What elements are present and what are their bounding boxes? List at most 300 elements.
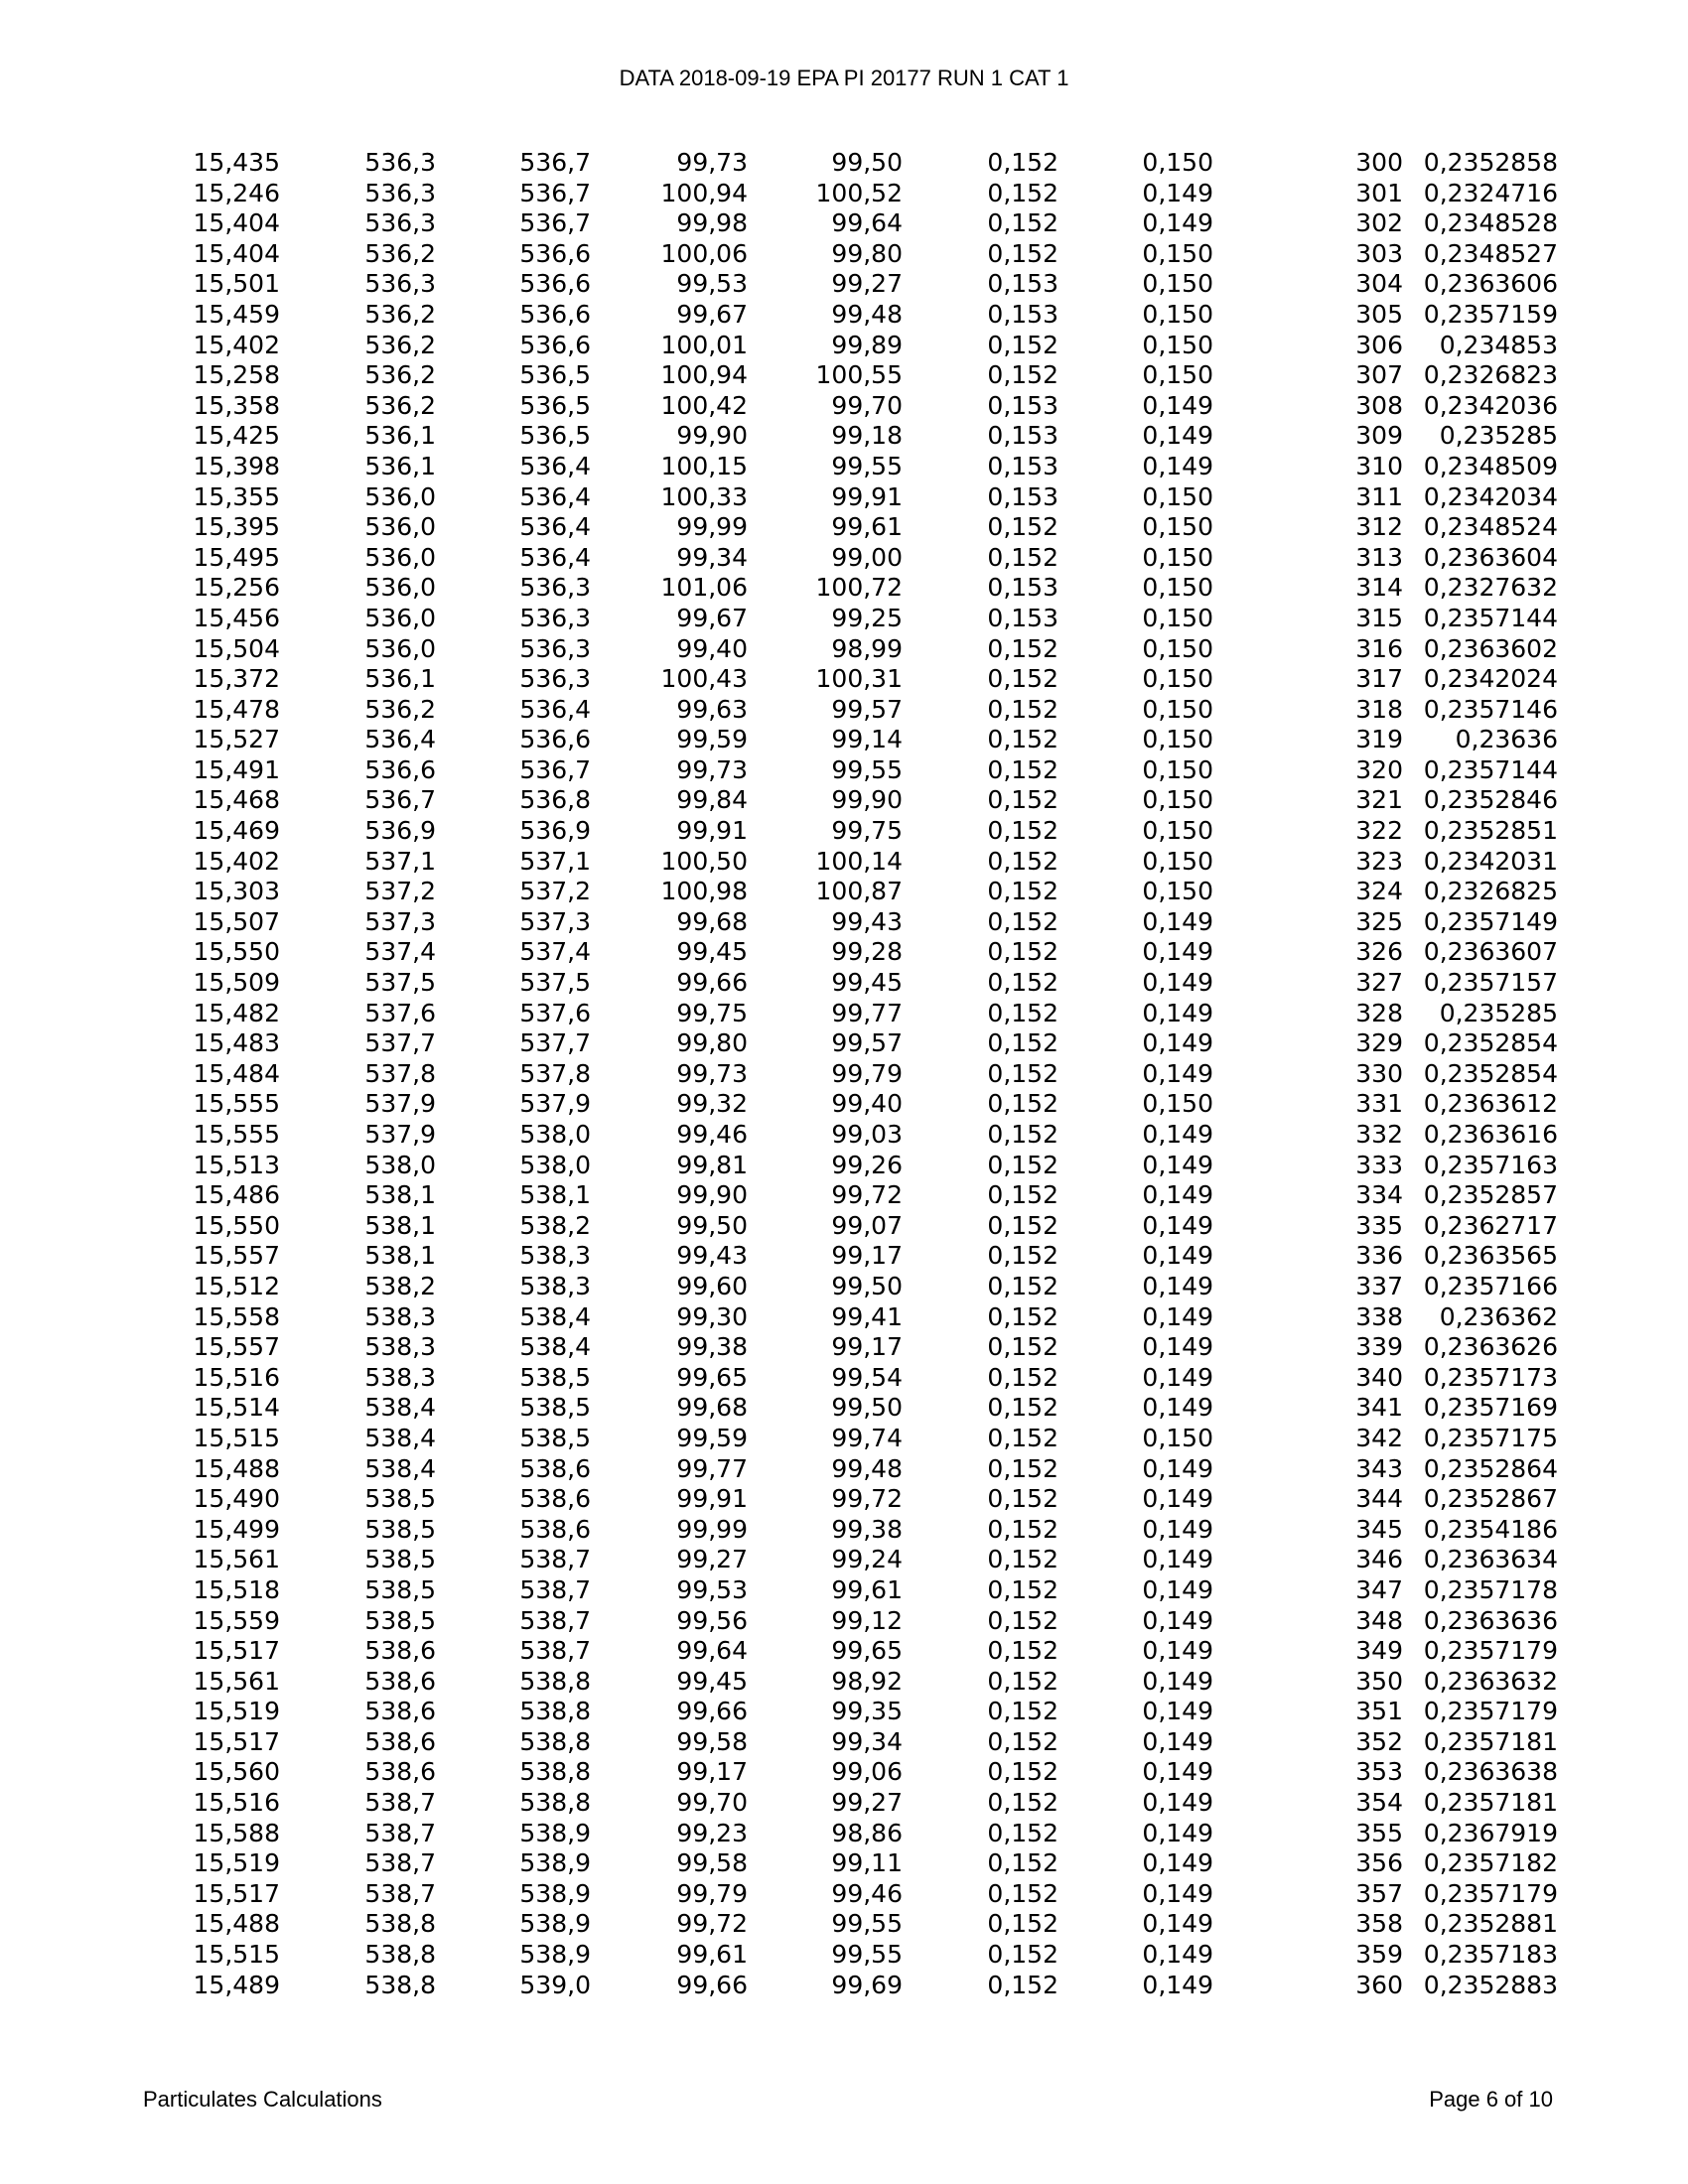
table-cell: 0,235285 <box>1439 998 1558 1027</box>
table-cell: 0,152 <box>987 330 1058 359</box>
table-cell: 99,17 <box>831 1332 903 1362</box>
table-cell: 99,55 <box>831 1940 903 1970</box>
table-row <box>171 1393 1558 1424</box>
table-cell: 0,149 <box>1142 451 1213 480</box>
table-cell: 538,6 <box>364 1666 436 1696</box>
table-cell: 99,40 <box>676 633 748 663</box>
table-cell: 0,2367919 <box>1423 1818 1558 1847</box>
table-cell: 312 <box>1355 512 1403 542</box>
table-cell: 99,80 <box>831 238 903 268</box>
table-cell: 0,152 <box>987 1545 1058 1574</box>
table-cell: 0,149 <box>1142 968 1213 998</box>
table-cell: 99,06 <box>831 1757 903 1787</box>
table-row <box>171 1028 1558 1059</box>
table-cell: 536,3 <box>364 178 436 207</box>
table-cell: 99,28 <box>831 937 903 967</box>
table-cell: 0,152 <box>987 1818 1058 1847</box>
table-cell: 538,1 <box>519 1180 591 1210</box>
table-cell: 537,3 <box>364 906 436 936</box>
table-cell: 99,43 <box>831 906 903 936</box>
table-cell: 536,3 <box>519 573 591 603</box>
table-cell: 0,152 <box>987 1120 1058 1149</box>
table-cell: 15,515 <box>193 1940 280 1970</box>
table-cell: 15,402 <box>193 846 280 876</box>
table-cell: 0,2352851 <box>1423 816 1558 846</box>
table-cell: 0,149 <box>1142 1241 1213 1271</box>
table-cell: 0,153 <box>987 481 1058 511</box>
table-cell: 0,153 <box>987 299 1058 329</box>
table-cell: 0,2363612 <box>1423 1089 1558 1119</box>
table-row <box>171 1757 1558 1788</box>
table-cell: 0,2348509 <box>1423 451 1558 480</box>
table-cell: 0,152 <box>987 148 1058 177</box>
table-cell: 0,149 <box>1142 1940 1213 1970</box>
table-cell: 0,149 <box>1142 1514 1213 1544</box>
table-cell: 538,1 <box>364 1210 436 1240</box>
table-cell: 538,1 <box>364 1241 436 1271</box>
table-cell: 324 <box>1355 877 1403 906</box>
table-cell: 0,2357181 <box>1423 1726 1558 1756</box>
table-cell: 348 <box>1355 1605 1403 1635</box>
table-cell: 536,3 <box>519 603 591 632</box>
table-cell: 99,70 <box>831 390 903 420</box>
table-cell: 0,152 <box>987 1058 1058 1088</box>
table-cell: 536,4 <box>519 694 591 724</box>
table-cell: 536,6 <box>519 330 591 359</box>
table-cell: 99,54 <box>831 1362 903 1392</box>
table-cell: 0,2342034 <box>1423 481 1558 511</box>
table-cell: 357 <box>1355 1878 1403 1908</box>
table-cell: 15,486 <box>193 1180 280 1210</box>
table-cell: 0,2352846 <box>1423 785 1558 815</box>
table-cell: 99,30 <box>676 1301 748 1331</box>
table-cell: 0,152 <box>987 968 1058 998</box>
table-cell: 15,398 <box>193 451 280 480</box>
table-cell: 0,2363626 <box>1423 1332 1558 1362</box>
table-cell: 15,519 <box>193 1848 280 1878</box>
table-cell: 99,27 <box>676 1545 748 1574</box>
table-cell: 0,2348527 <box>1423 238 1558 268</box>
table-cell: 536,0 <box>364 603 436 632</box>
table-cell: 0,2363606 <box>1423 269 1558 299</box>
table-cell: 99,75 <box>676 998 748 1027</box>
table-cell: 537,9 <box>364 1089 436 1119</box>
table-cell: 99,50 <box>831 1271 903 1300</box>
table-cell: 15,516 <box>193 1362 280 1392</box>
table-cell: 99,61 <box>831 512 903 542</box>
table-cell: 15,550 <box>193 1210 280 1240</box>
table-row <box>171 239 1558 270</box>
table-cell: 537,9 <box>364 1120 436 1149</box>
table-cell: 311 <box>1355 481 1403 511</box>
table-cell: 99,63 <box>676 694 748 724</box>
table-cell: 0,152 <box>987 1878 1058 1908</box>
table-cell: 0,152 <box>987 816 1058 846</box>
table-cell: 0,2348528 <box>1423 208 1558 238</box>
table-cell: 538,0 <box>519 1150 591 1179</box>
table-cell: 15,507 <box>193 906 280 936</box>
table-cell: 0,152 <box>987 846 1058 876</box>
table-cell: 538,5 <box>364 1605 436 1635</box>
table-cell: 358 <box>1355 1909 1403 1939</box>
table-cell: 0,2357178 <box>1423 1574 1558 1604</box>
table-cell: 0,152 <box>987 1636 1058 1666</box>
table-cell: 0,2363632 <box>1423 1666 1558 1696</box>
table-cell: 99,74 <box>831 1423 903 1452</box>
table-cell: 100,72 <box>815 573 903 603</box>
table-cell: 0,152 <box>987 754 1058 784</box>
table-cell: 318 <box>1355 694 1403 724</box>
table-row <box>171 937 1558 968</box>
table-cell: 536,9 <box>364 816 436 846</box>
table-cell: 326 <box>1355 937 1403 967</box>
table-cell: 99,12 <box>831 1605 903 1635</box>
table-cell: 340 <box>1355 1362 1403 1392</box>
table-cell: 0,152 <box>987 1271 1058 1300</box>
table-cell: 0,149 <box>1142 1120 1213 1149</box>
table-cell: 99,56 <box>676 1605 748 1635</box>
table-cell: 99,66 <box>676 1970 748 1999</box>
table-cell: 538,8 <box>519 1666 591 1696</box>
table-cell: 536,6 <box>364 754 436 784</box>
table-cell: 0,235285 <box>1439 421 1558 451</box>
table-cell: 538,5 <box>364 1484 436 1514</box>
page-header: DATA 2018-09-19 EPA PI 20177 RUN 1 CAT 1 <box>619 66 1069 90</box>
table-cell: 0,2352858 <box>1423 148 1558 177</box>
table-cell: 0,149 <box>1142 1878 1213 1908</box>
table-cell: 334 <box>1355 1180 1403 1210</box>
table-cell: 0,149 <box>1142 1757 1213 1787</box>
table-cell: 0,150 <box>1142 725 1213 754</box>
table-cell: 538,2 <box>364 1271 436 1300</box>
table-cell: 0,2357183 <box>1423 1940 1558 1970</box>
table-cell: 538,9 <box>519 1848 591 1878</box>
table-cell: 100,06 <box>660 238 748 268</box>
table-cell: 0,150 <box>1142 148 1213 177</box>
table-cell: 304 <box>1355 269 1403 299</box>
table-cell: 536,1 <box>364 451 436 480</box>
table-row <box>171 1940 1558 1971</box>
table-cell: 0,152 <box>987 1210 1058 1240</box>
table-row <box>171 968 1558 999</box>
table-cell: 15,372 <box>193 664 280 694</box>
table-cell: 537,9 <box>519 1089 591 1119</box>
table-cell: 99,90 <box>831 785 903 815</box>
table-cell: 0,152 <box>987 1757 1058 1787</box>
table-cell: 538,5 <box>519 1423 591 1452</box>
table-cell: 538,7 <box>519 1636 591 1666</box>
table-row <box>171 1909 1558 1940</box>
table-cell: 15,435 <box>193 148 280 177</box>
table-cell: 0,2363634 <box>1423 1545 1558 1574</box>
table-cell: 0,2357157 <box>1423 968 1558 998</box>
table-cell: 536,3 <box>364 148 436 177</box>
table-cell: 100,94 <box>660 360 748 390</box>
table-cell: 345 <box>1355 1514 1403 1544</box>
table-cell: 99,45 <box>676 1666 748 1696</box>
table-cell: 99,55 <box>831 1909 903 1939</box>
table-cell: 319 <box>1355 725 1403 754</box>
table-cell: 536,5 <box>519 390 591 420</box>
table-cell: 0,149 <box>1142 1150 1213 1179</box>
table-cell: 347 <box>1355 1574 1403 1604</box>
table-cell: 350 <box>1355 1666 1403 1696</box>
table-cell: 15,355 <box>193 481 280 511</box>
table-cell: 0,149 <box>1142 1818 1213 1847</box>
table-cell: 99,75 <box>831 816 903 846</box>
table-cell: 15,499 <box>193 1514 280 1544</box>
table-cell: 99,61 <box>676 1940 748 1970</box>
table-cell: 15,561 <box>193 1545 280 1574</box>
table-cell: 333 <box>1355 1150 1403 1179</box>
table-cell: 536,4 <box>519 542 591 572</box>
table-cell: 538,7 <box>519 1605 591 1635</box>
table-cell: 0,2357144 <box>1423 754 1558 784</box>
table-cell: 0,152 <box>987 208 1058 238</box>
table-cell: 335 <box>1355 1210 1403 1240</box>
table-cell: 99,24 <box>831 1545 903 1574</box>
table-cell: 538,5 <box>364 1514 436 1544</box>
table-cell: 0,2357175 <box>1423 1423 1558 1452</box>
table-cell: 0,2363607 <box>1423 937 1558 967</box>
table-cell: 538,7 <box>519 1545 591 1574</box>
table-cell: 99,66 <box>676 968 748 998</box>
table-cell: 15,469 <box>193 816 280 846</box>
table-cell: 536,7 <box>519 208 591 238</box>
table-row <box>171 1971 1558 2001</box>
table-cell: 15,484 <box>193 1058 280 1088</box>
table-cell: 15,515 <box>193 1423 280 1452</box>
table-row <box>171 1332 1558 1363</box>
table-cell: 15,404 <box>193 208 280 238</box>
table-cell: 538,6 <box>519 1453 591 1483</box>
table-cell: 336 <box>1355 1241 1403 1271</box>
table-cell: 538,9 <box>519 1878 591 1908</box>
table-cell: 0,149 <box>1142 1788 1213 1818</box>
table-cell: 0,2363638 <box>1423 1757 1558 1787</box>
table-cell: 538,3 <box>364 1301 436 1331</box>
table-cell: 0,2363616 <box>1423 1120 1558 1149</box>
table-cell: 99,66 <box>676 1697 748 1726</box>
table-cell: 0,150 <box>1142 633 1213 663</box>
table-cell: 538,3 <box>364 1362 436 1392</box>
table-cell: 0,2326825 <box>1423 877 1558 906</box>
table-cell: 0,150 <box>1142 785 1213 815</box>
table-cell: 0,152 <box>987 1453 1058 1483</box>
table-cell: 99,81 <box>676 1150 748 1179</box>
table-cell: 99,17 <box>676 1757 748 1787</box>
table-cell: 0,152 <box>987 178 1058 207</box>
table-cell: 0,152 <box>987 360 1058 390</box>
table-cell: 537,6 <box>364 998 436 1027</box>
table-cell: 0,149 <box>1142 1726 1213 1756</box>
table-cell: 99,55 <box>831 451 903 480</box>
table-cell: 15,555 <box>193 1089 280 1119</box>
table-cell: 15,513 <box>193 1150 280 1179</box>
table-row <box>171 664 1558 695</box>
table-cell: 538,8 <box>364 1970 436 1999</box>
table-cell: 0,2362717 <box>1423 1210 1558 1240</box>
table-cell: 99,25 <box>831 603 903 632</box>
table-cell: 99,65 <box>676 1362 748 1392</box>
table-cell: 100,87 <box>815 877 903 906</box>
table-cell: 99,67 <box>676 299 748 329</box>
table-cell: 99,50 <box>831 148 903 177</box>
table-cell: 99,64 <box>676 1636 748 1666</box>
table-cell: 99,79 <box>676 1878 748 1908</box>
table-cell: 99,57 <box>831 694 903 724</box>
table-cell: 99,73 <box>676 1058 748 1088</box>
table-cell: 538,4 <box>364 1423 436 1452</box>
table-cell: 99,80 <box>676 1028 748 1058</box>
table-cell: 0,152 <box>987 1423 1058 1452</box>
table-cell: 537,3 <box>519 906 591 936</box>
table-cell: 539,0 <box>519 1970 591 1999</box>
table-cell: 0,152 <box>987 1362 1058 1392</box>
table-cell: 536,0 <box>364 512 436 542</box>
table-row <box>171 1059 1558 1090</box>
table-row <box>171 1089 1558 1120</box>
table-cell: 360 <box>1355 1970 1403 1999</box>
table-cell: 0,2363636 <box>1423 1605 1558 1635</box>
table-row <box>171 1636 1558 1667</box>
table-cell: 99,73 <box>676 754 748 784</box>
table-cell: 0,149 <box>1142 1636 1213 1666</box>
table-cell: 99,60 <box>676 1271 748 1300</box>
table-cell: 99,89 <box>831 330 903 359</box>
table-cell: 101,06 <box>660 573 748 603</box>
table-cell: 15,404 <box>193 238 280 268</box>
table-cell: 327 <box>1355 968 1403 998</box>
table-cell: 0,2363604 <box>1423 542 1558 572</box>
table-cell: 0,149 <box>1142 1605 1213 1635</box>
table-cell: 0,2357179 <box>1423 1697 1558 1726</box>
table-cell: 337 <box>1355 1271 1403 1300</box>
table-cell: 0,150 <box>1142 694 1213 724</box>
table-cell: 0,150 <box>1142 269 1213 299</box>
table-cell: 0,2354186 <box>1423 1514 1558 1544</box>
table-cell: 538,4 <box>364 1453 436 1483</box>
table-row <box>171 785 1558 816</box>
table-row <box>171 1363 1558 1394</box>
table-cell: 15,501 <box>193 269 280 299</box>
table-cell: 355 <box>1355 1818 1403 1847</box>
table-cell: 0,2357169 <box>1423 1393 1558 1423</box>
table-cell: 99,41 <box>831 1301 903 1331</box>
table-cell: 300 <box>1355 148 1403 177</box>
table-cell: 99,38 <box>676 1332 748 1362</box>
table-row <box>171 179 1558 209</box>
table-cell: 0,152 <box>987 1848 1058 1878</box>
footer-title: Particulates Calculations <box>143 2087 382 2112</box>
table-cell: 99,27 <box>831 1788 903 1818</box>
table-row <box>171 604 1558 634</box>
table-cell: 538,7 <box>364 1788 436 1818</box>
table-cell: 15,518 <box>193 1574 280 1604</box>
table-cell: 0,2342031 <box>1423 846 1558 876</box>
table-cell: 306 <box>1355 330 1403 359</box>
table-cell: 99,45 <box>831 968 903 998</box>
table-cell: 0,2357144 <box>1423 603 1558 632</box>
table-cell: 538,3 <box>519 1241 591 1271</box>
table-cell: 0,152 <box>987 998 1058 1027</box>
table-cell: 332 <box>1355 1120 1403 1149</box>
table-cell: 0,149 <box>1142 1848 1213 1878</box>
table-cell: 15,490 <box>193 1484 280 1514</box>
table-cell: 15,560 <box>193 1757 280 1787</box>
table-cell: 538,6 <box>519 1484 591 1514</box>
table-cell: 0,2357181 <box>1423 1788 1558 1818</box>
table-cell: 536,8 <box>519 785 591 815</box>
table-cell: 0,152 <box>987 1726 1058 1756</box>
table-cell: 538,8 <box>519 1697 591 1726</box>
table-cell: 536,6 <box>519 299 591 329</box>
table-cell: 0,149 <box>1142 1210 1213 1240</box>
table-cell: 538,5 <box>519 1393 591 1423</box>
table-row <box>171 1302 1558 1333</box>
table-cell: 0,149 <box>1142 1028 1213 1058</box>
table-cell: 99,32 <box>676 1089 748 1119</box>
table-cell: 0,152 <box>987 1332 1058 1362</box>
table-cell: 330 <box>1355 1058 1403 1088</box>
table-cell: 313 <box>1355 542 1403 572</box>
table-cell: 536,7 <box>519 148 591 177</box>
table-cell: 0,153 <box>987 451 1058 480</box>
table-cell: 15,246 <box>193 178 280 207</box>
table-cell: 99,34 <box>676 542 748 572</box>
table-cell: 0,2326823 <box>1423 360 1558 390</box>
table-cell: 538,3 <box>519 1271 591 1300</box>
table-cell: 15,516 <box>193 1788 280 1818</box>
table-cell: 315 <box>1355 603 1403 632</box>
table-cell: 0,150 <box>1142 846 1213 876</box>
table-cell: 0,152 <box>987 633 1058 663</box>
table-cell: 100,31 <box>815 664 903 694</box>
table-row <box>171 1454 1558 1485</box>
table-cell: 0,23636 <box>1455 725 1558 754</box>
table-row <box>171 1272 1558 1302</box>
table-cell: 538,7 <box>364 1818 436 1847</box>
table-cell: 0,149 <box>1142 421 1213 451</box>
table-cell: 15,482 <box>193 998 280 1027</box>
table-cell: 0,149 <box>1142 390 1213 420</box>
table-cell: 99,45 <box>676 937 748 967</box>
table-cell: 354 <box>1355 1788 1403 1818</box>
table-cell: 0,149 <box>1142 1058 1213 1088</box>
table-cell: 538,7 <box>364 1878 436 1908</box>
table-cell: 537,7 <box>364 1028 436 1058</box>
table-cell: 99,07 <box>831 1210 903 1240</box>
table-cell: 0,150 <box>1142 573 1213 603</box>
table-row <box>171 1667 1558 1698</box>
table-cell: 99,72 <box>831 1484 903 1514</box>
table-cell: 0,152 <box>987 1484 1058 1514</box>
table-cell: 0,152 <box>987 1150 1058 1179</box>
table-cell: 15,561 <box>193 1666 280 1696</box>
table-cell: 99,00 <box>831 542 903 572</box>
table-cell: 537,1 <box>364 846 436 876</box>
table-row <box>171 1180 1558 1211</box>
table-cell: 99,50 <box>831 1393 903 1423</box>
table-cell: 15,303 <box>193 877 280 906</box>
table-cell: 538,2 <box>519 1210 591 1240</box>
table-cell: 537,1 <box>519 846 591 876</box>
table-cell: 0,2327632 <box>1423 573 1558 603</box>
table-cell: 342 <box>1355 1423 1403 1452</box>
table-cell: 325 <box>1355 906 1403 936</box>
table-cell: 99,79 <box>831 1058 903 1088</box>
table-cell: 15,468 <box>193 785 280 815</box>
